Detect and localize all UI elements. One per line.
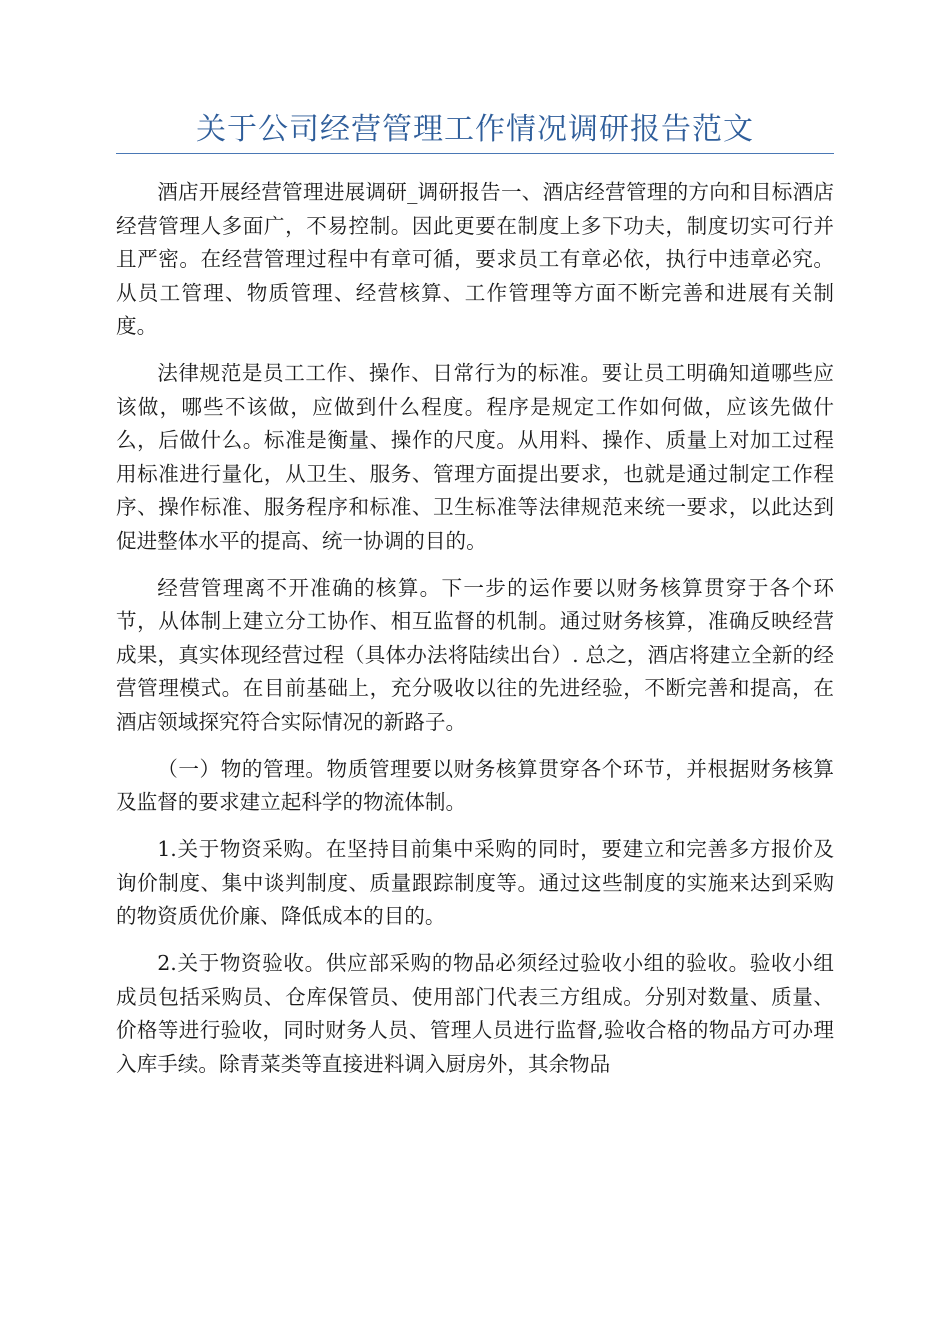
title-underline — [116, 153, 834, 154]
paragraph-5: 1.关于物资采购。在坚持目前集中采购的同时，要建立和完善多方报价及询价制度、集中谈判制度、质量跟踪制度等。通过这些制度的实施来达到采购的物资质优价廉、降低成本的目的。 — [116, 837, 834, 928]
paragraph-2: 法律规范是员工工作、操作、日常行为的标准。要让员工明确知道哪些应该做，哪些不该做，应做到什么程度。程序是规定工作如何做，应该先做什么，后做什么。标准是衡量、操作的尺度。从用料、操作、质量上对加工过程用标准进行量化，从卫生、服务、管理方面提出要求，也就是通过制定工作程序、操作标准、服务程序和标准、卫生标准等法律规范来统一要求，以此达到促进整体水平的提高、统一协调的目的。 — [116, 361, 834, 553]
document-body — [116, 176, 834, 1095]
paragraph-3: 经营管理离不开准确的核算。下一步的运作要以财务核算贯穿于各个环节，从体制上建立分工协作、相互监督的机制。通过财务核算，准确反映经营成果，真实体现经营过程（具体办法将陆续出台）. 总之，酒店将建立全新的经营管理模式。在目前基础上，充分吸收以往的先进经验，不断完善和提高，在酒店领域探究符合实际情况的新路子。 — [116, 575, 834, 734]
paragraph-4: （一）物的管理。物质管理要以财务核算贯穿各个环节，并根据财务核算及监督的要求建立起科学的物流体制。 — [116, 756, 834, 814]
paragraph-1: 酒店开展经营管理进展调研_调研报告一、酒店经营管理的方向和目标酒店经营管理人多面广，不易控制。因此更要在制度上多下功夫，制度切实可行并且严密。在经营管理过程中有章可循，要求员工有章必依，执行中违章必究。从员工管理、物质管理、经营核算、工作管理等方面不断完善和进展有关制度。 — [116, 180, 834, 338]
document-title: 关于公司经营管理工作情况调研报告范文 — [196, 112, 754, 147]
paragraph-6: 2.关于物资验收。供应部采购的物品必须经过验收小组的验收。验收小组成员包括采购员、仓库保管员、使用部门代表三方组成。分别对数量、质量、价格等进行验收，同时财务人员、管理人员进行监督,验收合格的物品方可办理入库手续。除青菜类等直接进料调入厨房外，其余物品 — [116, 951, 834, 1076]
